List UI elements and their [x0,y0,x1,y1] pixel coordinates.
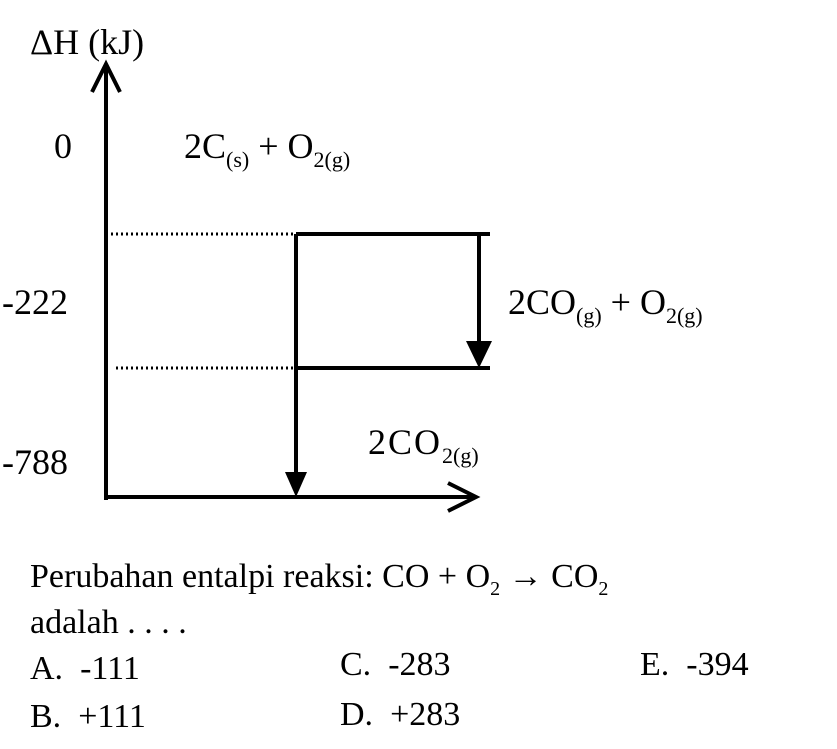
tick-label-788: -788 [2,442,68,482]
species-top-a-sub: (s) [226,147,250,172]
reaction-plus: + [437,558,458,595]
option-d-letter: D. [340,696,374,733]
tick-label-222: -222 [2,282,68,322]
option-d-value: +283 [390,696,461,733]
option-a-letter: A. [30,650,64,687]
species-bottom [368,422,479,468]
option-c[interactable] [340,648,451,682]
option-a-value: -111 [80,650,140,687]
species-top-plus: + [258,126,279,166]
option-e[interactable] [640,648,749,682]
question-line-2: adalah . . . . [30,604,187,641]
option-c-letter: C. [340,646,372,683]
species-middle-b-sub: 2(g) [665,303,703,328]
product-sub: 2 [598,578,609,600]
reaction-arrow: → [508,558,543,595]
species-middle-b: O [639,282,666,322]
option-b-letter: B. [30,698,62,735]
species-bottom-a: 2CO [368,422,443,462]
option-c-value: -283 [388,646,451,683]
arrow-short-head [466,341,492,368]
option-b-value: +111 [78,698,146,735]
question-line-1 [30,558,609,600]
product: CO [551,558,599,595]
option-e-value: -394 [686,646,749,683]
reactant-b: O [465,558,491,595]
species-bottom-a-sub: 2(g) [442,443,479,468]
species-top-b-sub: 2(g) [313,147,351,172]
option-b[interactable] [30,700,146,734]
species-middle [508,282,703,328]
arrow-long-head [285,472,307,497]
species-top-a: 2C [184,126,227,166]
reactant-b-sub: 2 [490,578,501,600]
species-top [184,126,351,172]
option-d[interactable] [340,698,460,732]
option-a[interactable] [30,652,140,686]
tick-label-0: 0 [54,126,72,166]
option-e-letter: E. [640,646,670,683]
species-middle-a-sub: (g) [576,303,602,328]
species-middle-a: 2CO [508,282,577,322]
reactant-a: CO [382,558,430,595]
species-middle-plus: + [610,282,631,322]
axis-label: ΔH (kJ) [30,22,145,62]
question-prefix: Perubahan entalpi reaksi: [30,558,374,595]
species-top-b: O [287,126,314,166]
